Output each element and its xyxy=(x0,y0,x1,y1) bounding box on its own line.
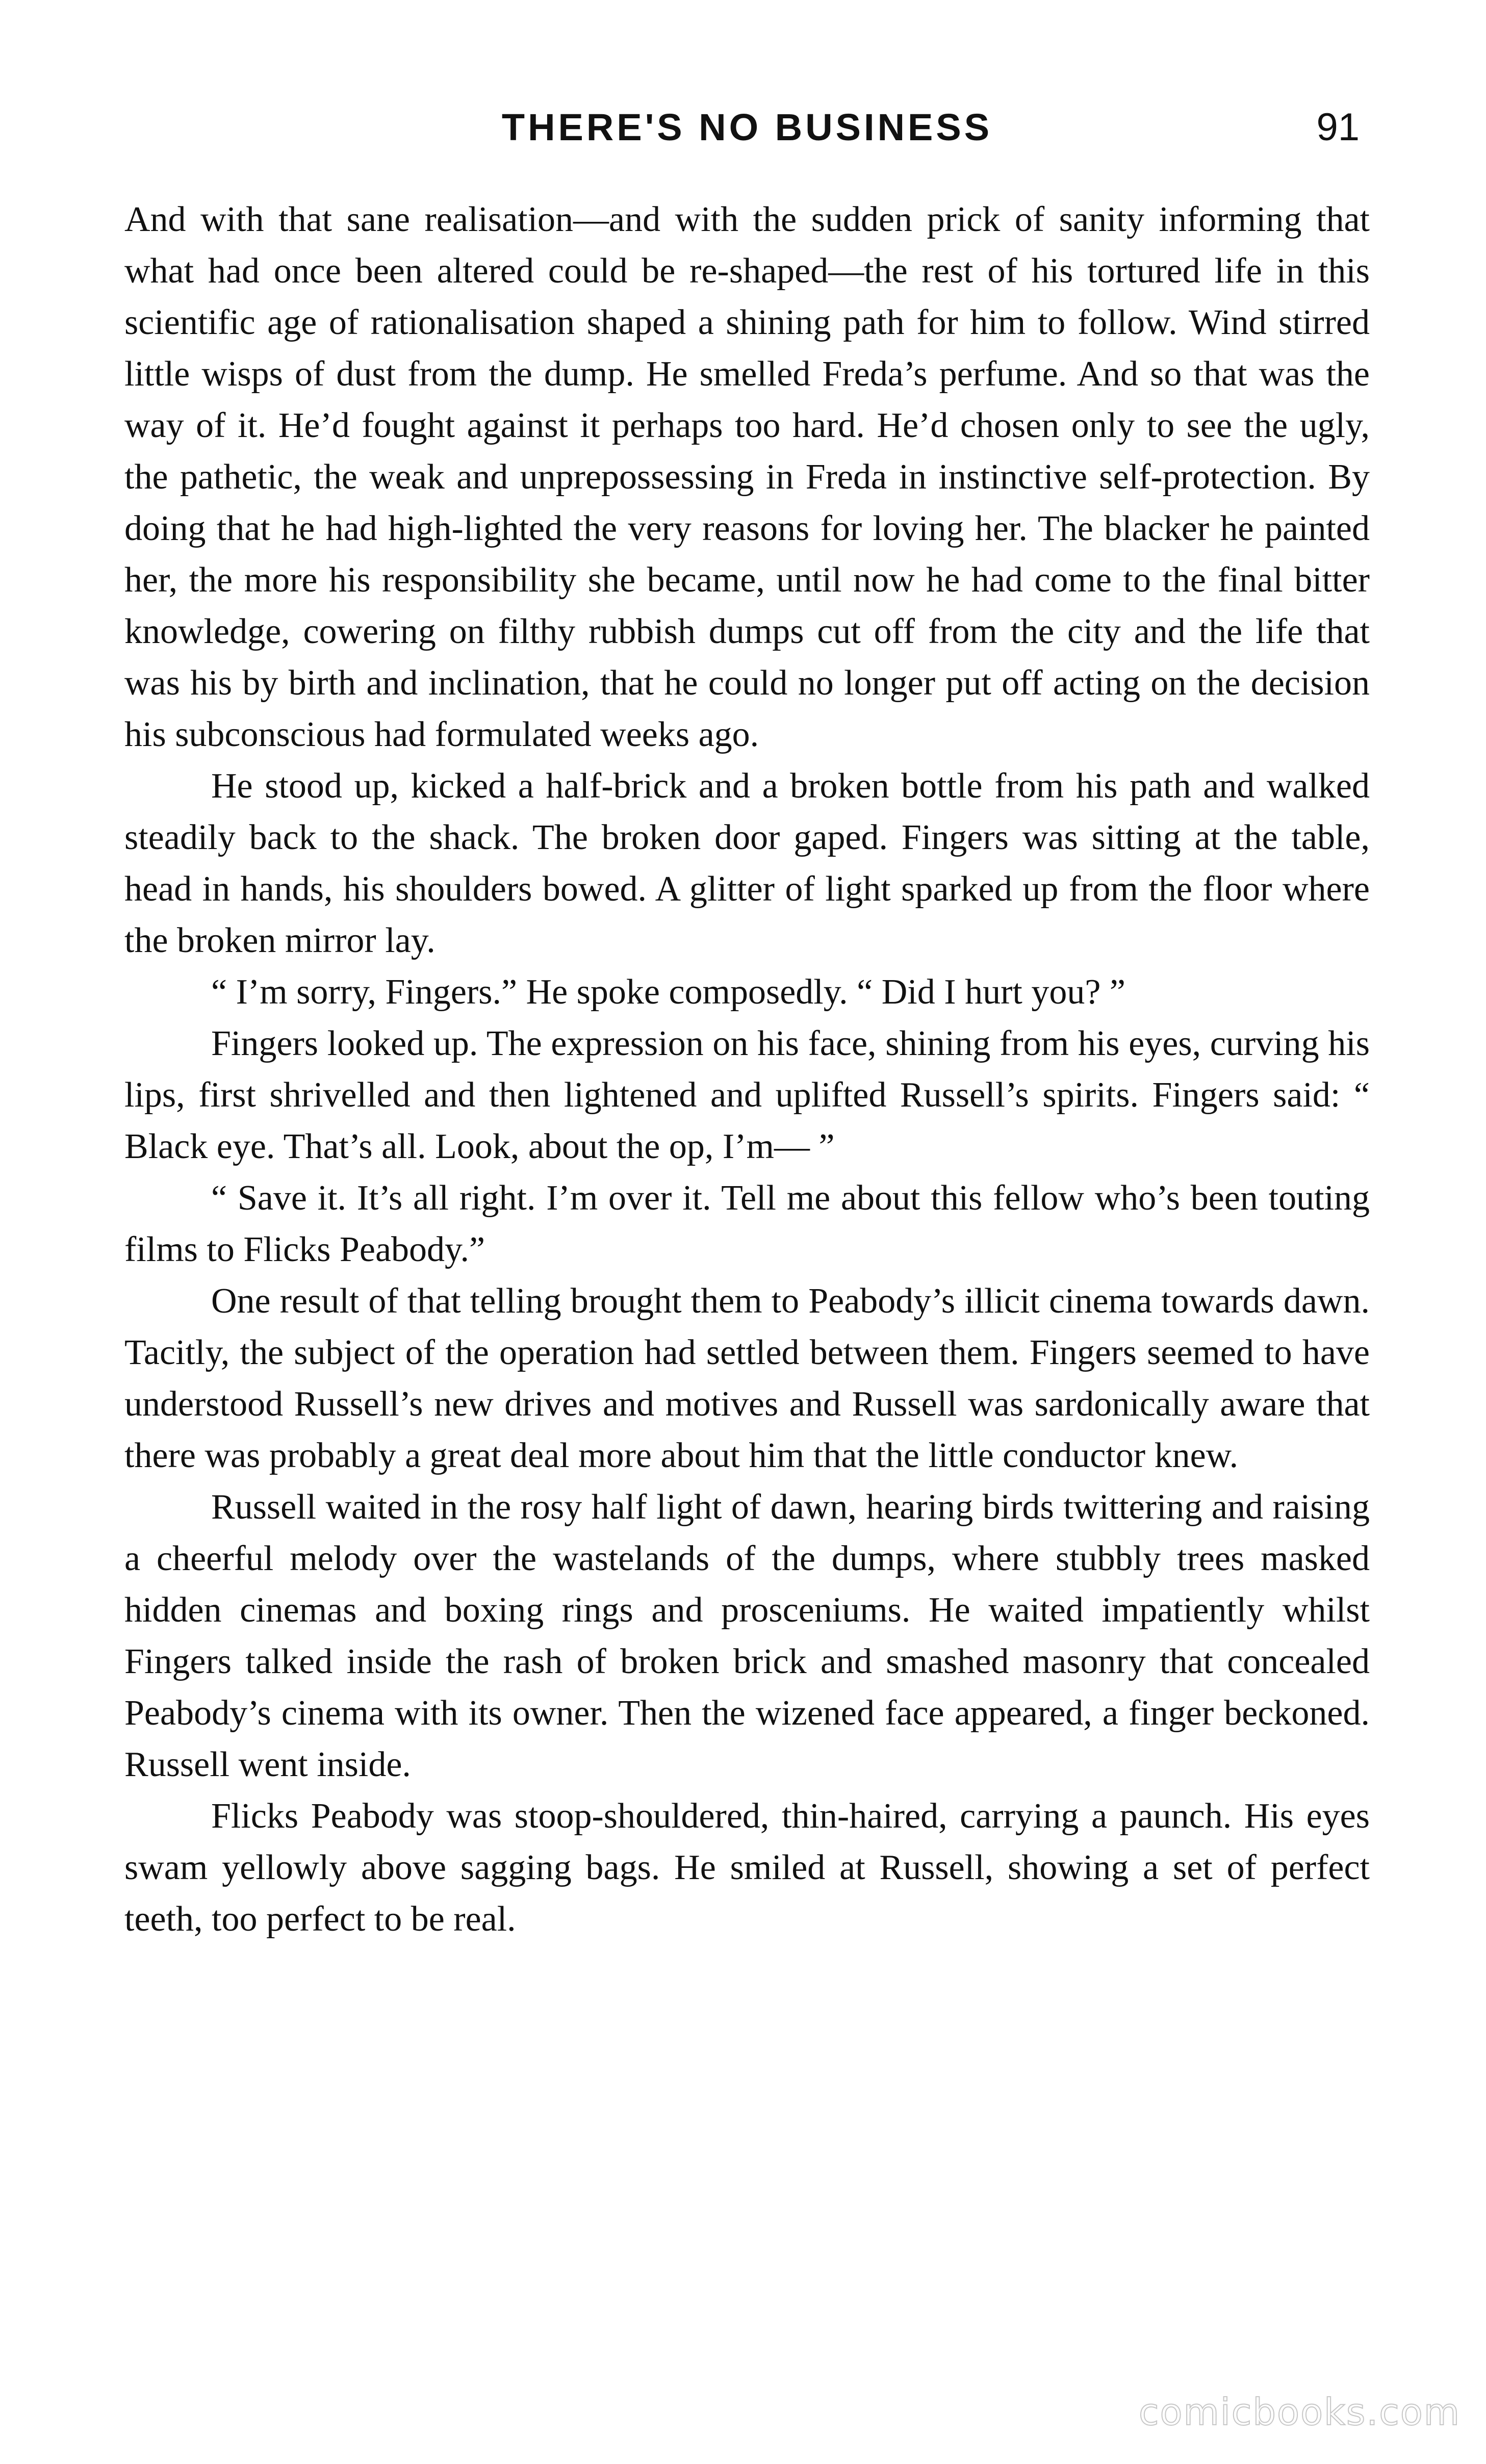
paragraph: Flicks Peabody was stoop-shouldered, thin-haired, carrying a paunch. His eyes swam yellowly above sagging bags. He smiled at Russell, showing a set of perfect teeth, too perfect to be real. xyxy=(124,1796,1370,1939)
paragraph: Russell waited in the rosy half light of dawn, hearing birds twittering and raising a cheerful melody over the wastelands of the dumps, where stubbly trees masked hidden cinemas and boxing rings and prosceniums. He waited impatiently whilst Fingers talked inside the rash of broken brick and smashed masonry that concealed Peabody’s cinema with its owner. Then the wizened face appeared, a finger beckoned. Russell went inside. xyxy=(124,1487,1370,1784)
watermark: comicbooks.com xyxy=(1138,2391,1461,2433)
paragraph: And with that sane realisation—and with the sudden prick of sanity informing that what had once been altered could be re-shaped—the rest of his tortured life in this scientific age of rationalisation shaped a shining path for him to follow. Wind stirred little wisps of dust from the dump. He smelled Freda’s perfume. And so that was the way of it. He’d fought against it perhaps too hard. He’d chosen only to see the ugly, the pathetic, the weak and unprepossessing in Freda in instinctive self-protection. By doing that he had high-lighted the very reasons for loving her. The blacker he painted her, the more his responsibility she became, until now he had come to the final bitter knowledge, cowering on filthy rubbish dumps cut off from the city and the life that was his by birth and inclination, that he could no longer put off acting on the decision his subconscious had formulated weeks ago. xyxy=(124,200,1370,754)
paragraph: One result of that telling brought them to Peabody’s illicit cinema towards dawn. Tacitly, the subject of the operation had settled between them. Fingers seemed to have understood Russell’s new drives and motives and Russell was sardonically aware that there was probably a great deal more about him that the little conductor knew. xyxy=(124,1281,1370,1475)
page-number: 91 xyxy=(1316,106,1360,149)
running-title: THERE'S NO BUSINESS xyxy=(501,106,993,148)
paragraph: He stood up, kicked a half-brick and a broken bottle from his path and walked steadily back to the shack. The broken door gaped. Fingers was sitting at the table, head in hands, his shoulders bowed. A glitter of light sparked up from the floor where the broken mirror lay. xyxy=(124,766,1370,960)
paragraph: Fingers looked up. The expression on his face, shining from his eyes, curving his lips, first shrivelled and then lightened and uplifted Russell’s spirits. Fingers said: “ Black eye. That’s all. Look, about the op, I’m— ” xyxy=(124,1024,1370,1166)
page-header xyxy=(124,97,1370,158)
paragraph: “ Save it. It’s all right. I’m over it. Tell me about this fellow who’s been touting films to Flicks Peabody.” xyxy=(124,1178,1370,1269)
paragraph: “ I’m sorry, Fingers.” He spoke composedly. “ Did I hurt you? ” xyxy=(211,972,1125,1012)
body-text xyxy=(124,194,1370,1945)
